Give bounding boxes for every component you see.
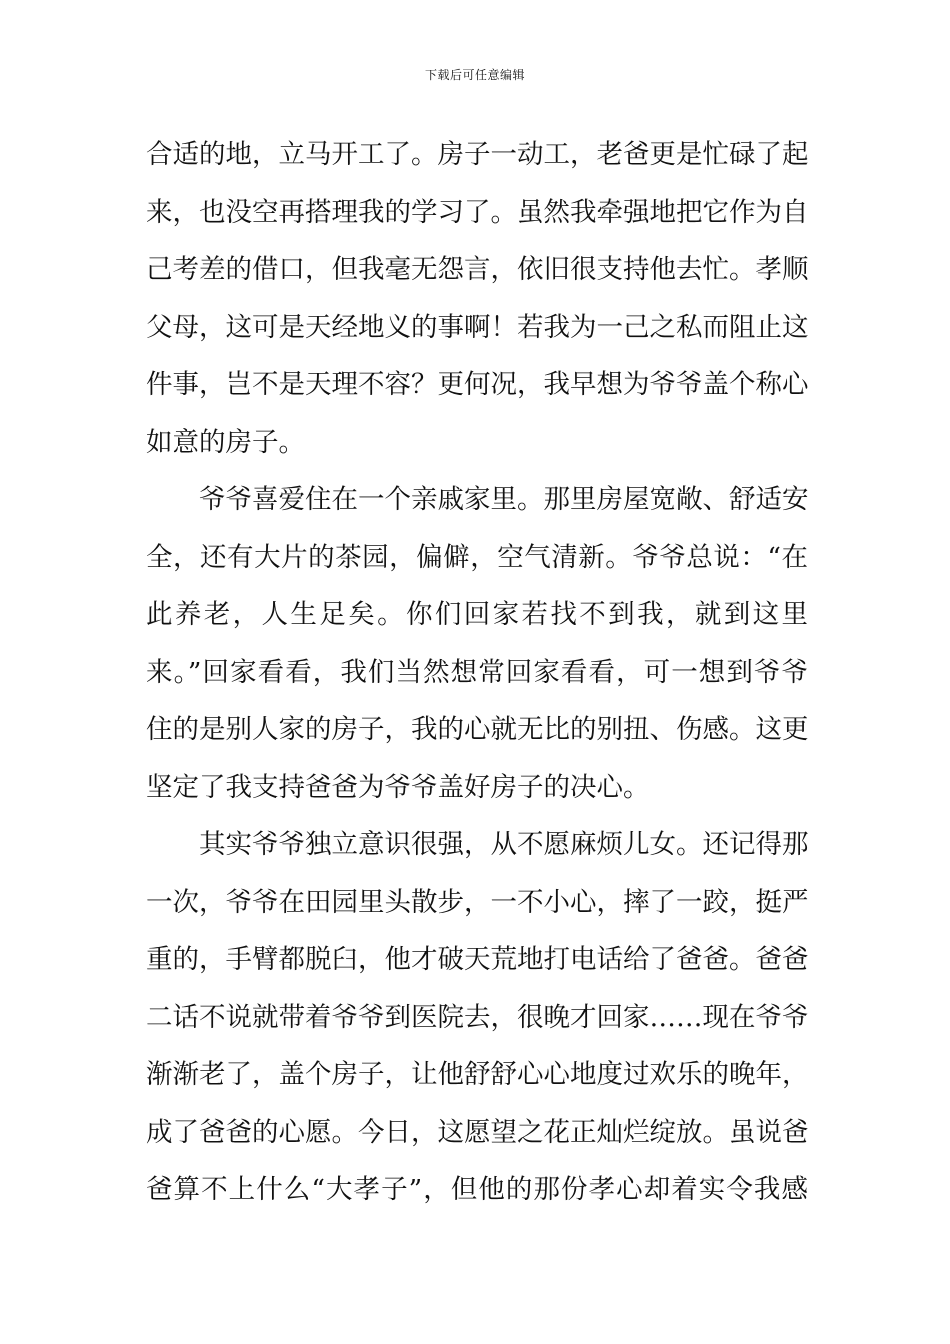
text-line: 来，也没空再搭理我的学习了。虽然我牵强地把它作为自 <box>146 196 808 228</box>
text-line: 己考差的借口，但我毫无怨言，依旧很支持他去忙。孝顺 <box>146 254 808 285</box>
text-line: 爸算不上什么“大孝子”，但他的那份孝心却着实令我感 <box>146 1174 808 1205</box>
page-header: 下载后可任意编辑 <box>424 68 525 82</box>
body-text <box>146 126 808 1219</box>
text-line: 爷爷喜爱住在一个亲戚家里。那里房屋宽敞、舒适安 <box>146 484 808 515</box>
text-line: 件事，岂不是天理不容？更何况，我早想为爷爷盖个称心 <box>146 369 808 400</box>
paragraph-2 <box>146 471 808 816</box>
paragraph-1 <box>146 126 808 471</box>
text-line: 成了爸爸的心愿。今日，这愿望之花正灿烂绽放。虽说爸 <box>146 1116 808 1148</box>
text-line: 住的是别人家的房子，我的心就无比的别扭、伤感。这更 <box>146 714 808 745</box>
text-line: 其实爷爷独立意识很强，从不愿麻烦儿女。还记得那 <box>146 829 808 860</box>
text-line: 重的，手臂都脱臼，他才破天荒地打电话给了爸爸。爸爸 <box>146 944 808 975</box>
text-line: 父母，这可是天经地义的事啊！若我为一己之私而阻止这 <box>146 311 808 343</box>
text-line: 来。”回家看看，我们当然想常回家看看，可一想到爷爷 <box>146 656 808 688</box>
text-line: 合适的地，立马开工了。房子一动工，老爸更是忙碌了起 <box>146 139 808 170</box>
text-line: 全，还有大片的茶园，偏僻，空气清新。爷爷总说：“在 <box>146 541 808 573</box>
paragraph-3 <box>146 816 808 1219</box>
text-line: 二话不说就带着爷爷到医院去，很晚才回家……现在爷爷 <box>146 1001 808 1033</box>
text-line: 如意的房子。 <box>146 426 305 458</box>
text-line: 一次，爷爷在田园里头散步，一不小心，摔了一跤，挺严 <box>146 886 808 918</box>
text-line: 此养老，人生足矣。你们回家若找不到我，就到这里 <box>146 599 808 630</box>
text-line: 渐渐老了，盖个房子，让他舒舒心心地度过欢乐的晚年， <box>146 1059 808 1090</box>
text-line: 坚定了我支持爸爸为爷爷盖好房子的决心。 <box>146 771 650 803</box>
